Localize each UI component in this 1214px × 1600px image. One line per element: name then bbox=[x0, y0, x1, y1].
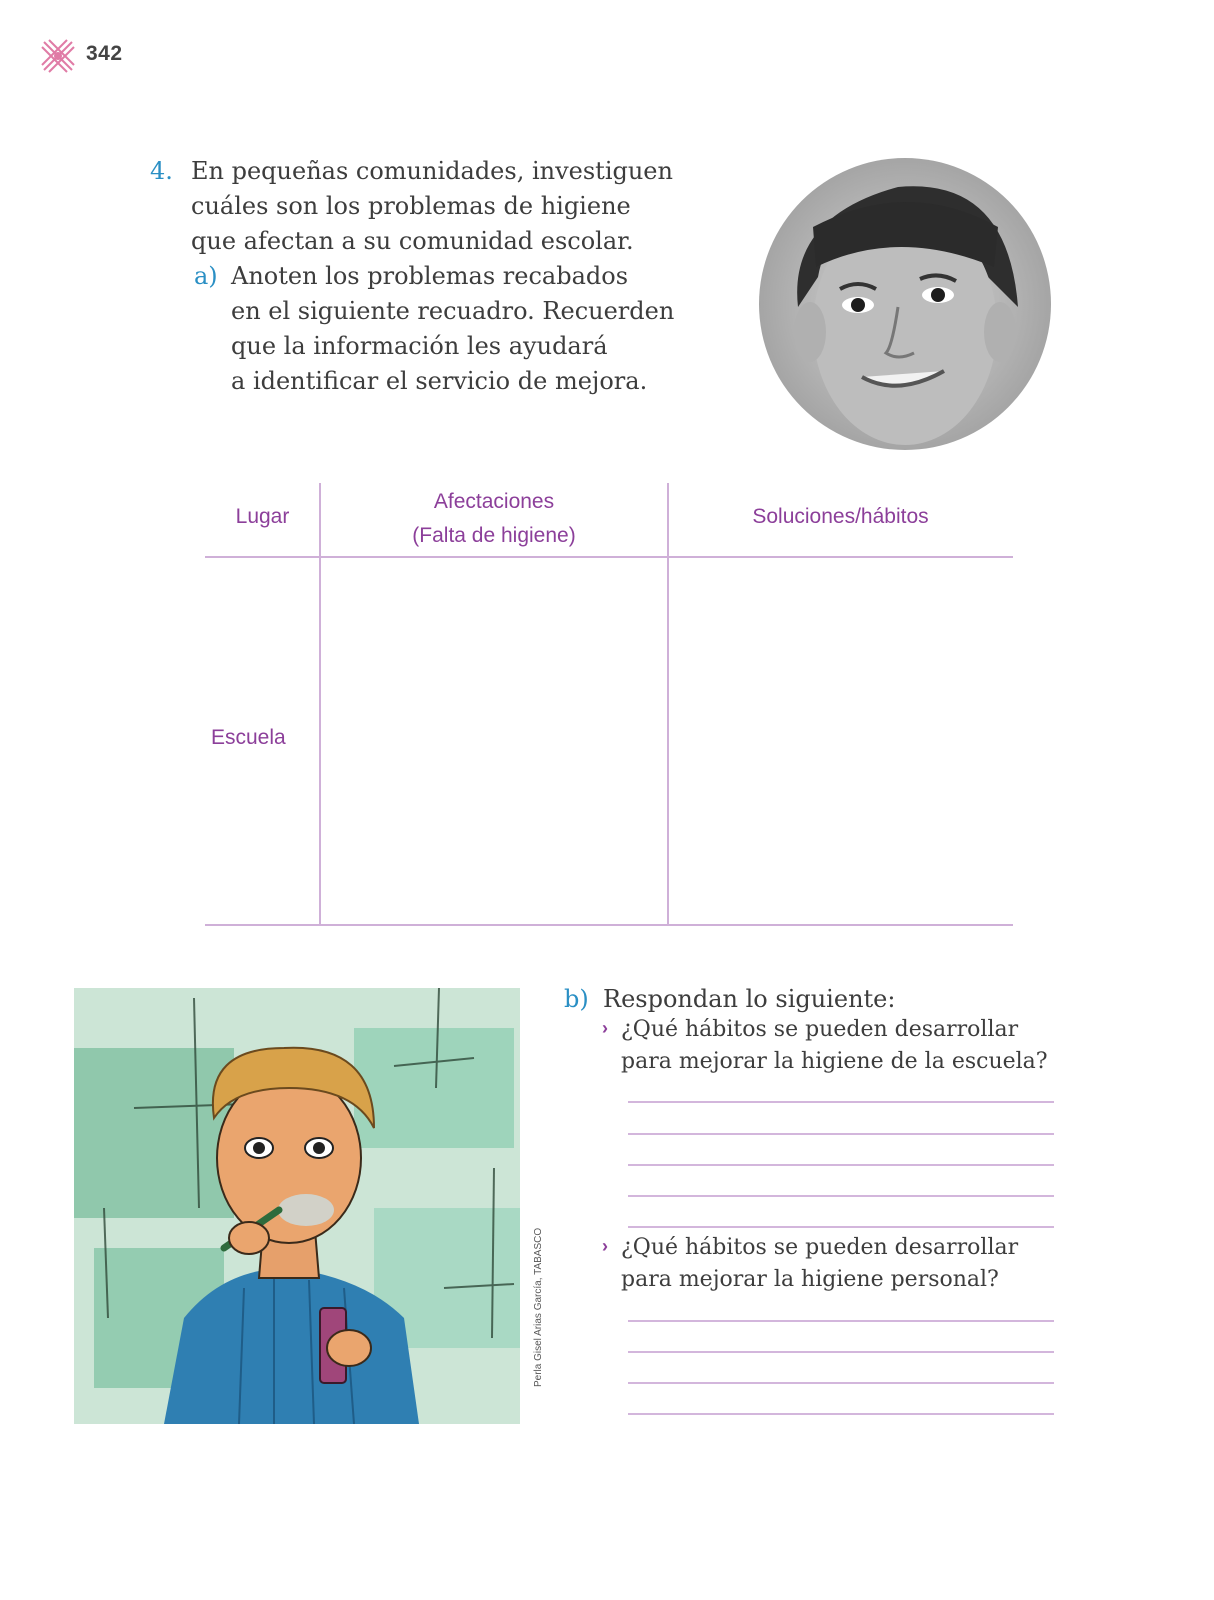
answer-line-personal-3[interactable] bbox=[628, 1382, 1054, 1384]
answer-line-school-4[interactable] bbox=[628, 1195, 1054, 1197]
boy-brushing-teeth-illustration bbox=[74, 988, 520, 1424]
question-personal-hygiene: ¿Qué hábitos se pueden desarrollar para mejorar la higiene personal? bbox=[621, 1235, 1019, 1292]
page-number: 342 bbox=[86, 42, 123, 65]
question-school-hygiene: ¿Qué hábitos se pueden desarrollar para mejorar la higiene de la escuela? bbox=[621, 1017, 1048, 1074]
header-divider bbox=[205, 556, 1013, 558]
header-lugar: Lugar bbox=[235, 505, 290, 528]
bullet-icon: › bbox=[602, 1236, 608, 1256]
problems-table bbox=[205, 483, 1013, 929]
answer-line-school-2[interactable] bbox=[628, 1133, 1054, 1135]
child-portrait-photo bbox=[758, 157, 1052, 451]
activity-intro: En pequeñas comunidades, investiguen cuáles son los problemas de higiene que afectan a su comunidad escolar. bbox=[191, 157, 673, 255]
answer-line-personal-1[interactable] bbox=[628, 1320, 1054, 1322]
bullet-icon: › bbox=[602, 1018, 608, 1038]
row-label-escuela: Escuela bbox=[211, 726, 286, 749]
soluciones-input-cell[interactable] bbox=[670, 559, 1010, 922]
column-divider-2 bbox=[667, 483, 669, 925]
subitem-b-marker: b) bbox=[564, 985, 589, 1013]
activity-number: 4. bbox=[150, 157, 173, 185]
answer-line-school-1[interactable] bbox=[628, 1101, 1054, 1103]
table-bottom-line bbox=[205, 924, 1013, 926]
answer-line-school-5[interactable] bbox=[628, 1226, 1054, 1228]
subitem-b-title: Respondan lo siguiente: bbox=[603, 985, 896, 1013]
decorative-star-icon bbox=[40, 38, 76, 74]
header-soluciones: Soluciones/hábitos bbox=[752, 505, 929, 528]
illustration-credit: Perla Gisel Arias García, TABASCO bbox=[533, 1227, 544, 1387]
answer-line-school-3[interactable] bbox=[628, 1164, 1054, 1166]
answer-line-personal-2[interactable] bbox=[628, 1351, 1054, 1353]
subitem-a-marker: a) bbox=[194, 262, 218, 290]
afectaciones-input-cell[interactable] bbox=[322, 559, 665, 922]
answer-line-personal-4[interactable] bbox=[628, 1413, 1054, 1415]
subitem-a-text: Anoten los problemas recabados en el siguiente recuadro. Recuerden que la información les ayudará a identificar el servicio de mejora. bbox=[231, 262, 675, 395]
header-afectaciones: Afectaciones (Falta de higiene) bbox=[412, 490, 576, 547]
column-divider-1 bbox=[319, 483, 321, 925]
